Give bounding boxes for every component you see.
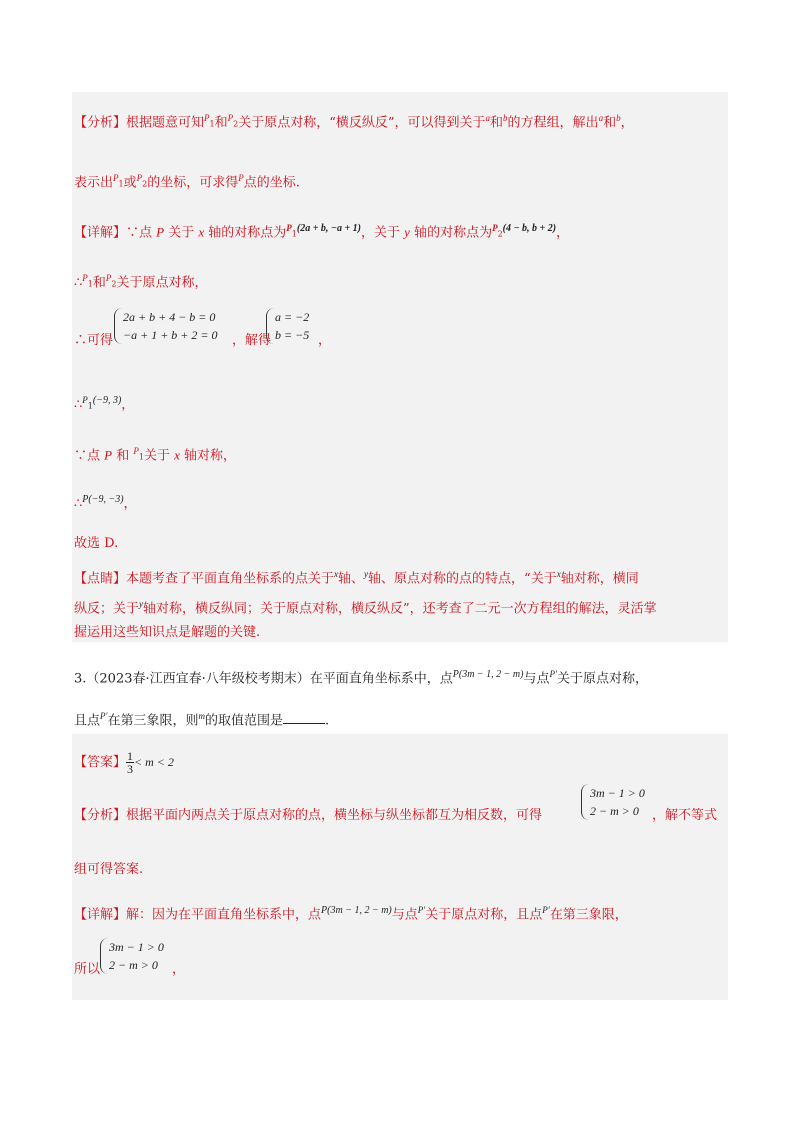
sol2-p1-coordinate: $\therefore^P1^{(-9, 3)}$，: [74, 395, 135, 413]
sol2-equation-prefix: ∴可得: [74, 333, 114, 348]
sol2-solve-label: ，解得: [232, 333, 272, 348]
detail-tag: 【详解】: [74, 225, 127, 241]
sol2-therefore-symmetric: ∴$^P$1和$^P$2关于原点对称，: [74, 273, 208, 291]
sol2-p-coordinate: ∴$^{P(-9, -3)}$，: [74, 494, 137, 512]
answer-fraction: $\frac{1}{3}$: [127, 749, 134, 776]
sol2-choose-answer: 故选 D.: [74, 536, 119, 551]
question-number: 3.: [74, 671, 87, 687]
sol3-analysis-line1: 【分析】根据平面内两点关于原点对称的点，横坐标与纵坐标都互为相反数，可得: [74, 808, 543, 823]
sol2-analysis-line2: 表示出$^P$1或$^P$2的坐标，可求得$^P$点的坐标.: [74, 173, 300, 191]
sol2-analysis-line1: 【分析】根据题意可知$^P$1和$^P$2关于原点对称，“横反纵反”，可以得到关于$^a$和$^b$的方程组，解出$^a$和$^b$，: [74, 113, 634, 131]
equation-system-2: a = −2 b = −5: [266, 308, 309, 344]
sol3-so-label: 所以: [74, 962, 101, 977]
analysis-tag: 【分析】: [74, 115, 127, 131]
answer-blank[interactable]: [283, 711, 325, 724]
equation-system-1: 2a + b + 4 − b = 0 −a + 1 + b + 2 = 0: [114, 308, 218, 344]
comment-tag: 【点睛】: [74, 571, 127, 587]
answer-tag: 【答案】: [74, 755, 127, 770]
sol3-analysis-end: ，解不等式: [652, 808, 718, 823]
inequality-system-analysis: 3m − 1 > 0 2 − m > 0: [581, 784, 645, 820]
sol3-analysis-line2: 组可得答案.: [74, 862, 144, 877]
sol2-comment-line3: 握运用这些知识点是解题的关键.: [74, 625, 261, 640]
sol3-answer: 【答案】 $\frac{1}{3}$ < m < 2: [74, 749, 174, 776]
sol2-comment-line1: 【点睛】本题考查了平面直角坐标系的点关于$^x$轴、$^y$轴、原点对称的点的特点，“关于$^x$轴对称，横同: [74, 569, 639, 587]
sol3-detail-line1: 【详解】解：因为在平面直角坐标系中，点$^{P(3m - 1, 2 - m)}$与点$^{P'}$关于原点对称，且点$^{P'}$在第三象限，: [74, 905, 628, 923]
sol2-equation-end: ，: [318, 333, 332, 348]
sol3-so-end: ，: [172, 962, 186, 977]
sol2-detail-line1: 【详解】∵点 P 关于 x 轴的对称点为$^P1^{(2a + b, -a + 1)}$，关于 y 轴的对称点为$^P2^{(4 - b, b + 2)}$，: [74, 223, 570, 241]
inequality-system-final: 3m − 1 > 0 2 − m > 0: [100, 938, 164, 974]
question-3-line2: 且点$^{P'}$在第三象限，则$^m$的取值范围是 .: [74, 711, 330, 729]
question-3-line1: 3.（2023春·江西宜春·八年级校考期末）在平面直角坐标系中，点$^{P(3m - 1, 2 - m)}$与点$^{P'}$关于原点对称，: [74, 669, 648, 687]
sol2-comment-line2: 纵反；关于$^y$轴对称，横反纵同；关于原点对称，横反纵反”，还考查了二元一次方程组的解法，灵活掌: [74, 599, 657, 617]
sol2-p-p1-symmetric: ∵点 P 和 $^P$1关于 x 轴对称，: [74, 446, 237, 464]
